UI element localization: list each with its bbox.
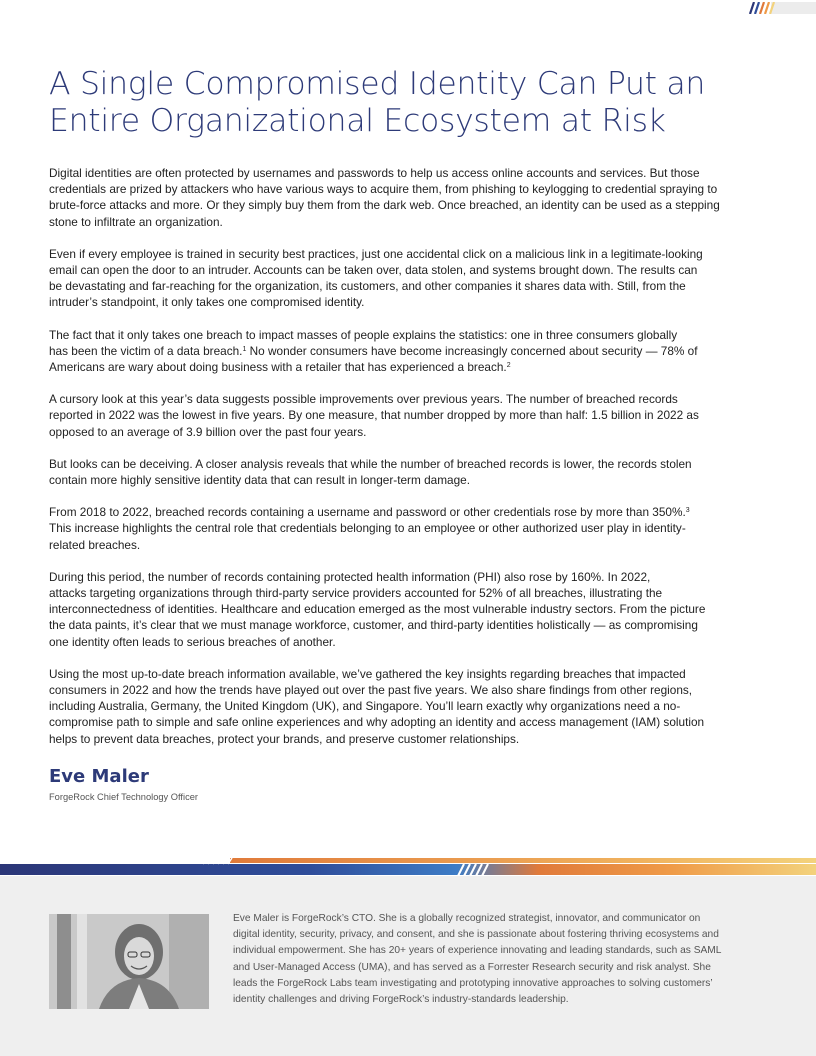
text-line: compromise path to simple and safe online experiences and why adopting an identity and access management (IAM) solution (49, 715, 705, 730)
author-bio-panel (0, 876, 816, 1056)
text-line: stone to infiltrate an organization. (49, 214, 223, 229)
text-line: Digital identities are often protected by usernames and passwords to help us access online accounts and services. But those (49, 166, 700, 180)
bio-line: individual empowerment. She has 20+ years of experience innovating and leading standards, such as SAML (233, 945, 722, 957)
text-line: consumers in 2022 and how the trends have played out over the past five years. We also share findings from other regions, (49, 683, 693, 698)
text-line: helps to prevent data breaches, protect your brands, and preserve customer relationships. (49, 731, 520, 746)
text-segment: No wonder consumers have become increasingly concerned about security — 78% of (246, 343, 698, 358)
text-line: But looks can be deceiving. A closer analysis reveals that while the number of breached records is lower, the records stolen (49, 456, 692, 471)
text-segment: has been the victim of a data breach. (49, 343, 243, 358)
text-line (49, 504, 771, 520)
paragraph (49, 666, 771, 747)
text-line: attacks targeting organizations through third-party service providers accounted for 52% of all breaches, illustrating the (49, 586, 663, 601)
paragraph (49, 246, 771, 311)
footnote-ref: 2 (506, 362, 511, 370)
author-name: Eve Maler (49, 766, 149, 787)
bio-line: Eve Maler is ForgeRock’s CTO. She is a globally recognized strategist, innovator, and communicator on (233, 913, 701, 924)
text-line: including Australia, Germany, the United Kingdom (UK), and Singapore. You’ll learn exactly why organizations need a no- (49, 699, 681, 714)
text-line: credentials are prized by attackers who have various ways to acquire them, from phishing to keylogging to credential spraying to (49, 182, 718, 197)
bio-line: digital identity, security, privacy, and consent, and she is passionate about fostering thriving ecosystems and (233, 929, 719, 941)
paragraph (49, 456, 771, 488)
text-line: reported in 2022 was the lowest in five years. By one measure, that number dropped by more than half: 1.5 billion in 2022 as (49, 408, 699, 423)
text-line: related breaches. (49, 537, 141, 552)
paragraph (49, 391, 771, 440)
text-line: email can open the door to an intruder. Accounts can be taken over, data stolen, and systems brought down. The results can (49, 263, 698, 278)
footnote-ref: 3 (685, 507, 690, 515)
article-body (49, 165, 771, 763)
text-line: the data paints, it’s clear that we must manage workforce, customer, and third-party identities holistically — as compromising (49, 618, 698, 633)
text-line: intruder’s standpoint, it only takes one compromised identity. (49, 295, 365, 310)
text-line: brute-force attacks and more. Or they simply buy them from the dark web. Once breached, an identity can be used as a stepping (49, 198, 720, 213)
paragraph (49, 504, 771, 553)
title-line: Entire Organizational Ecosystem at Risk (49, 103, 666, 139)
text-line: Using the most up-to-date breach information available, we’ve gathered the key insights regarding breaches that impacted (49, 666, 686, 681)
corner-slash-decoration-icon (746, 2, 816, 14)
author-title: ForgeRock Chief Technology Officer (49, 792, 198, 802)
band-slash-decoration-icon (0, 858, 816, 878)
footnote-ref: 1 (242, 345, 247, 353)
text-line: one identity often leads to serious breaches of another. (49, 634, 336, 649)
text-line: A cursory look at this year’s data suggests possible improvements over previous years. The number of breached records (49, 392, 678, 407)
text-line: be devastating and far-reaching for the organization, its customers, and other companies it shares data with. Still, from the (49, 279, 686, 294)
paragraph (49, 569, 771, 650)
text-segment: From 2018 to 2022, breached records containing a username and password or other credentials rose by more than 350%. (49, 505, 686, 520)
text-line: contain more highly sensitive identity data that can result in longer-term damage. (49, 473, 470, 488)
text-line: This increase highlights the central role that credentials belonging to an employee or other authorized user play in identity- (49, 521, 686, 536)
text-line: During this period, the number of records containing protected health information (PHI) also rose by 160%. In 2022, (49, 569, 651, 584)
text-line: interconnectedness of identities. Healthcare and education emerged as the most vulnerable industry sectors. From the picture (49, 602, 706, 617)
text-line (49, 343, 771, 359)
paragraph (49, 327, 771, 376)
author-bio (233, 911, 793, 1008)
portrait-photo-icon (49, 914, 209, 1009)
text-line (49, 359, 771, 375)
bio-line: and User-Managed Access (UMA), and has served as a Forrester Research security and risk analyst. She (233, 961, 711, 973)
paragraph (49, 165, 771, 230)
bio-line: leads the ForgeRock Labs team investigating and prototyping innovative approaches to solving customers’ (233, 977, 713, 989)
bio-line: identity challenges and driving ForgeRock’s industry-standards leadership. (233, 994, 569, 1006)
text-segment: Americans are wary about doing business with a retailer that has experienced a breach. (49, 360, 507, 375)
text-line: Even if every employee is trained in security best practices, just one accidental click on a malicious link in a legitimate-looking (49, 246, 703, 261)
text-line: opposed to an average of 3.9 billion over the past four years. (49, 424, 367, 439)
title-line: A Single Compromised Identity Can Put an (49, 66, 706, 102)
page-title (49, 66, 769, 140)
text-line: The fact that it only takes one breach to impact masses of people explains the statistics: one in three consumers globally (49, 327, 678, 342)
